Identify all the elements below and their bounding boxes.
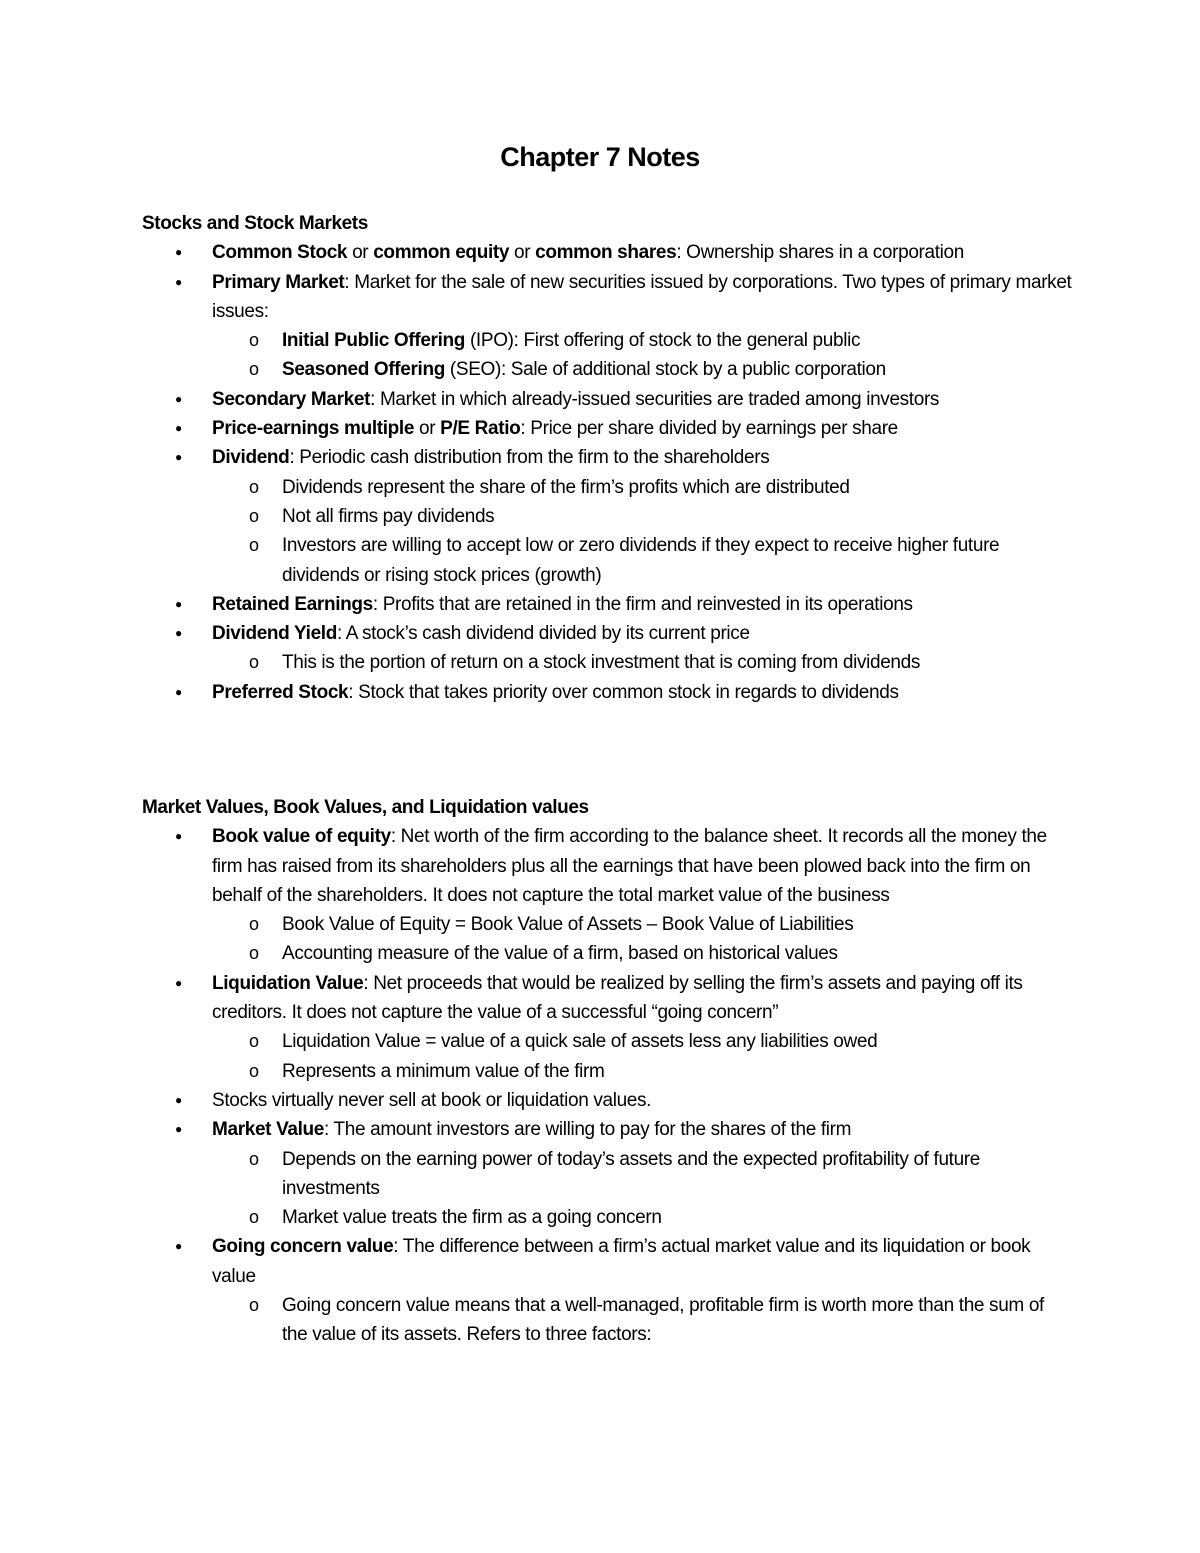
sub-item: o This is the portion of return on a stock investment that is coming from dividends — [212, 648, 1072, 677]
sub-item: o Accounting measure of the value of a firm, based on historical values — [212, 939, 1072, 968]
list-item-preferred-stock: ● Preferred Stock: Stock that takes priority over common stock in regards to dividends — [142, 678, 1072, 707]
sub-item: o Investors are willing to accept low or zero dividends if they expect to receive higher future dividends or rising stock prices (growth) — [212, 531, 1072, 590]
sub-item: o Book Value of Equity = Book Value of Assets – Book Value of Liabilities — [212, 910, 1072, 939]
list-item-stocks: ● Stocks virtually never sell at book or liquidation values. — [142, 1086, 1072, 1115]
list-item-common-stock: ● Common Stock or common equity or common shares: Ownership shares in a corporation — [142, 238, 1072, 267]
bullet-list — [142, 822, 1072, 1349]
sub-list — [212, 910, 1072, 969]
list-item-retained-earnings: ● Retained Earnings: Profits that are retained in the firm and reinvested in its operations — [142, 590, 1072, 619]
list-item-secondary-market: ● Secondary Market: Market in which already-issued securities are traded among investors — [142, 385, 1072, 414]
section-values — [142, 793, 1072, 1350]
list-item-book-value: ● Book value of equity: Net worth of the firm according to the balance sheet. It records all the money the firm has raised from its shareholders plus all the earnings that have been plowed back into the firm on behalf of the shareholders. It does not capture the total market value of the business o Book Value of Equity = Book Value of Assets – Book Value of Liabilities o Accounting measure of the value of a firm, based on historical values — [142, 822, 1072, 968]
list-item-going-concern: ● Going concern value: The difference between a firm’s actual market value and its liquidation or book value o Going concern value means that a well-managed, profitable firm is worth more than the sum of the value of its assets. Refers to three factors: — [142, 1232, 1072, 1349]
section-heading: Market Values, Book Values, and Liquidation values — [142, 797, 589, 818]
section-heading: Stocks and Stock Markets — [142, 213, 368, 234]
sub-list — [212, 1291, 1072, 1350]
sub-list — [212, 1145, 1072, 1233]
list-item-pe-ratio: ● Price-earnings multiple or P/E Ratio: Price per share divided by earnings per share — [142, 414, 1072, 443]
sub-item: o Initial Public Offering (IPO): First offering of stock to the general public — [212, 326, 1072, 355]
sub-item: o Represents a minimum value of the firm — [212, 1057, 1072, 1086]
sub-list — [212, 1027, 1072, 1086]
sub-list — [212, 648, 1072, 677]
bullet-list — [142, 238, 1072, 707]
sub-item: o Seasoned Offering (SEO): Sale of additional stock by a public corporation — [212, 355, 1072, 384]
sub-list — [212, 326, 1072, 385]
list-item-primary-market: ● Primary Market: Market for the sale of new securities issued by corporations. Two types of primary market issues: o Initial Public Offering (IPO): First offering of stock to the general public o Seasoned Offering (SEO): Sale of additional stock by a public corporation — [142, 268, 1072, 385]
section-stocks — [142, 209, 1072, 707]
page-title: Chapter 7 Notes — [500, 142, 700, 172]
sub-item: o Not all firms pay dividends — [212, 502, 1072, 531]
sub-item: o Depends on the earning power of today’s assets and the expected profitability of future investments — [212, 1145, 1072, 1204]
list-item-dividend-yield: ● Dividend Yield: A stock’s cash dividend divided by its current price o This is the portion of return on a stock investment that is coming from dividends — [142, 619, 1072, 678]
list-item-liquidation-value: ● Liquidation Value: Net proceeds that would be realized by selling the firm’s assets and paying off its creditors. It does not capture the value of a successful “going concern” o Liquidation Value = value of a quick sale of assets less any liabilities owed o Represents a minimum value of the firm — [142, 969, 1072, 1086]
list-item-market-value: ● Market Value: The amount investors are willing to pay for the shares of the firm o Depends on the earning power of today’s assets and the expected profitability of future investments o Market value treats the firm as a going concern — [142, 1115, 1072, 1232]
list-item-dividend: ● Dividend: Periodic cash distribution from the firm to the shareholders o Dividends represent the share of the firm’s profits which are distributed o Not all firms pay dividends o Investors are willing to accept low or zero dividends if they expect to receive higher future dividends or rising stock prices (growth) — [142, 443, 1072, 589]
sub-list — [212, 473, 1072, 590]
sub-item: o Market value treats the firm as a going concern — [212, 1203, 1072, 1232]
sub-item: o Dividends represent the share of the firm’s profits which are distributed — [212, 473, 1072, 502]
sub-item: o Liquidation Value = value of a quick sale of assets less any liabilities owed — [212, 1027, 1072, 1056]
sub-item: o Going concern value means that a well-managed, profitable firm is worth more than the sum of the value of its assets. Refers to three factors: — [212, 1291, 1072, 1350]
